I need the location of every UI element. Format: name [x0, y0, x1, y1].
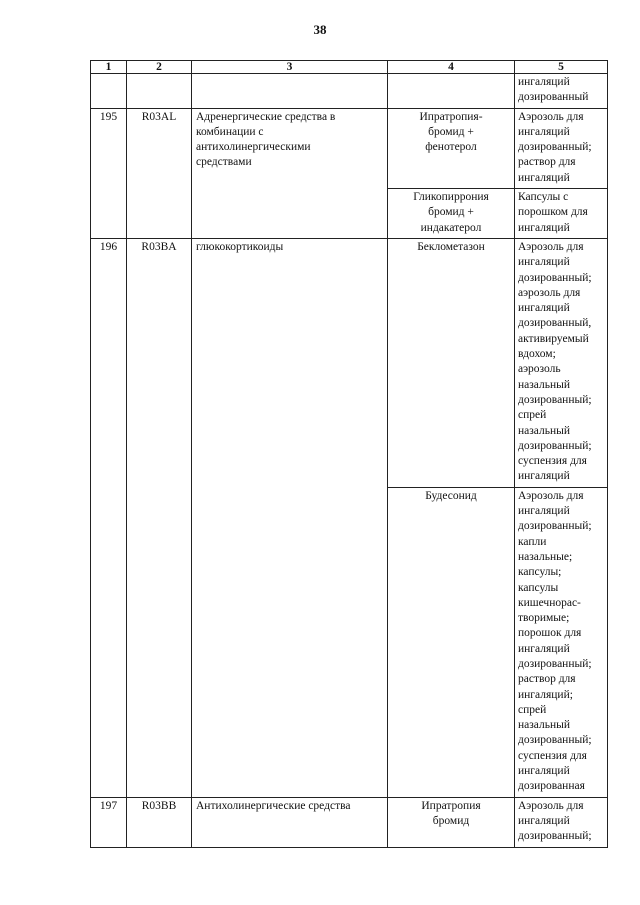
atc-code-cell: R03BA	[127, 238, 192, 797]
row-number-cell: 195	[91, 108, 127, 238]
pharm-group-cell: Адренергические средства в комбинации с антихолинергическими средствами	[192, 108, 388, 238]
dosage-form-cell: Аэрозоль для ингаляций дозированный; раствор для ингаляций	[515, 108, 608, 188]
dosage-form-cell: ингаляций дозированный	[515, 74, 608, 109]
drug-table	[90, 60, 608, 848]
table-header-row	[91, 61, 608, 74]
table-row	[91, 108, 608, 188]
drug-name-cell: Гликопиррония бромид + индакатерол	[388, 189, 515, 239]
pharm-group-cell: Антихолинергические средства	[192, 797, 388, 847]
cell-empty	[192, 74, 388, 109]
drug-name-cell: Ипратропия- бромид + фенотерол	[388, 108, 515, 188]
pharm-group-cell: глюкокортикоиды	[192, 238, 388, 797]
column-header: 4	[388, 61, 515, 74]
column-header: 3	[192, 61, 388, 74]
dosage-form-cell: Капсулы с порошком для ингаляций	[515, 189, 608, 239]
dosage-form-cell: Аэрозоль для ингаляций дозированный;	[515, 797, 608, 847]
column-header: 1	[91, 61, 127, 74]
drug-name-cell: Ипратропия бромид	[388, 797, 515, 847]
drug-name-cell: Будесонид	[388, 487, 515, 797]
table-row	[91, 238, 608, 487]
column-header: 5	[515, 61, 608, 74]
column-header: 2	[127, 61, 192, 74]
page-number: 38	[313, 22, 327, 37]
atc-code-cell: R03AL	[127, 108, 192, 238]
table-row-continuation	[91, 74, 608, 109]
table-row	[91, 797, 608, 847]
cell-empty	[91, 74, 127, 109]
row-number-cell: 196	[91, 238, 127, 797]
drug-name-cell: Беклометазон	[388, 238, 515, 487]
cell-empty	[127, 74, 192, 109]
dosage-form-cell: Аэрозоль для ингаляций дозированный; аэрозоль для ингаляций дозированный, активируемый вдохом; аэрозоль назальный дозированный; спрей назальный дозированный; суспензия для ингаляций	[515, 238, 608, 487]
dosage-form-cell: Аэрозоль для ингаляций дозированный; капли назальные; капсулы; капсулы кишечнорас- творимые; порошок для ингаляций дозированный; раствор для ингаляций; спрей назальный дозированный; суспензия для ингаляций дозированная	[515, 487, 608, 797]
row-number-cell: 197	[91, 797, 127, 847]
cell-empty	[388, 74, 515, 109]
atc-code-cell: R03BB	[127, 797, 192, 847]
